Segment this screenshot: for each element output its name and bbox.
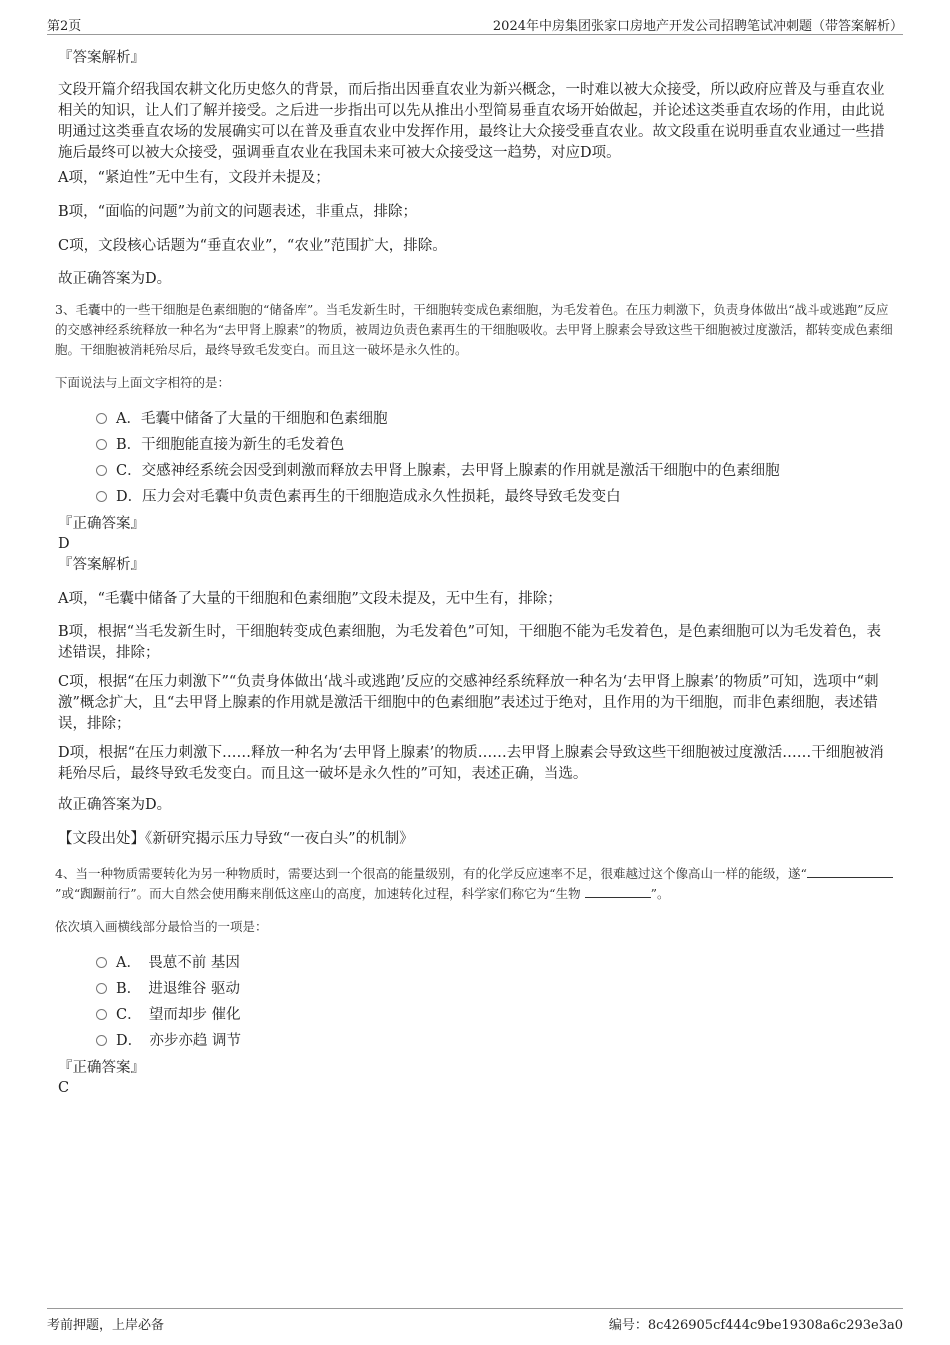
document-title: 2024年中房集团张家口房地产开发公司招聘笔试冲刺题（带答案解析） (492, 19, 903, 34)
q4-prompt: 依次填入画横线部分最恰当的一项是： (55, 919, 268, 934)
radio-icon[interactable] (96, 465, 107, 476)
radio-icon[interactable] (96, 439, 107, 450)
radio-icon[interactable] (96, 983, 107, 994)
radio-icon[interactable] (96, 413, 107, 424)
q3-answer-label: 『正确答案』 (58, 516, 145, 532)
q3-stem: 3、毛囊中的一些干细胞是色素细胞的“储备库”。当毛发新生时，干细胞转变成色素细胞，为毛发着色。在压力刺激下，负责身体做出“战斗或逃跑”反应的交感神经系统释放一种名为“去甲肾上腺素”的物质，被周边负责色素再生的干细胞吸收。去甲肾上腺素会导致这些干细胞被过度激活，都转变成色素细胞。干细胞被消耗殆尽后，最终导致毛发变白。而且这一破坏是永久性的。 (55, 302, 893, 357)
q2-analysis-label: 『答案解析』 (58, 50, 145, 66)
q3-analysis-c: C项，根据“在压力刺激下”“负责身体做出‘战斗或逃跑’反应的交感神经系统释放一种名为‘去甲肾上腺素’的物质”可知，选项中“刺激”概念扩大，且“去甲肾上腺素的作用就是激活干细胞中的色素细胞”表述过于绝对，且作用的为干细胞，而非色素细胞，表述错误，排除； (58, 674, 879, 732)
q2-analysis-body: 文段开篇介绍我国农耕文化历史悠久的背景，而后指出因垂直农业为新兴概念，一时难以被大众接受，所以政府应普及与垂直农业相关的知识，让人们了解并接受。之后进一步指出可以先从推出小型简易垂直农场开始做起，并论述这类垂直农场的作用，由此说明通过这类垂直农场的发展确实可以在普及垂直农业中发挥作用，最终让大众接受垂直农业。故文段重在说明垂直农业通过一些措施后最终可以被大众接受，强调垂直农业在我国未来可被大众接受这一趋势，对应D项。 (58, 82, 885, 161)
q3-analysis-label: 『答案解析』 (58, 557, 145, 573)
page-number: 第2页 (47, 19, 82, 34)
q4-answer-label: 『正确答案』 (58, 1060, 145, 1076)
radio-icon[interactable] (96, 1009, 107, 1020)
q4-blank-2 (585, 897, 651, 898)
q4-option-d[interactable]: D． 亦步亦趋 调节 (96, 1031, 241, 1051)
q3-option-c[interactable]: C．交感神经系统会因受到刺激而释放去甲肾上腺素，去甲肾上腺素的作用就是激活干细胞中的色素细胞 (96, 461, 780, 481)
radio-icon[interactable] (96, 957, 107, 968)
radio-icon[interactable] (96, 1035, 107, 1046)
q3-option-d[interactable]: D．压力会对毛囊中负责色素再生的干细胞造成永久性损耗，最终导致毛发变白 (96, 487, 621, 507)
q3-analysis-b: B项，根据“当毛发新生时，干细胞转变成色素细胞，为毛发着色”可知，干细胞不能为毛发着色，是色素细胞可以为毛发着色，表述错误，排除； (58, 624, 881, 661)
q4-option-b[interactable]: B． 进退维谷 驱动 (96, 979, 240, 999)
q3-answer: D (58, 536, 70, 552)
q4-blank-1 (807, 877, 893, 878)
page-footer (47, 1308, 903, 1339)
q3-prompt: 下面说法与上面文字相符的是： (55, 375, 231, 390)
footer-slogan: 考前押题，上岸必备 (47, 1318, 165, 1333)
q3-option-b[interactable]: B．干细胞能直接为新生的毛发着色 (96, 435, 344, 455)
q4-option-a[interactable]: A． 畏葸不前 基因 (96, 953, 240, 973)
q3-analysis-d: D项，根据“在压力刺激下……释放一种名为‘去甲肾上腺素’的物质……去甲肾上腺素会导致这些干细胞被过度激活……干细胞被消耗殆尽后，最终导致毛发变白。而且这一破坏是永久性的”可知，表述正确，当选。 (58, 745, 884, 782)
page-header (47, 14, 903, 35)
q2-conclusion: 故正确答案为D。 (58, 271, 172, 287)
q4-stem: 4、当一种物质需要转化为另一种物质时，需要达到一个很高的能量级别，有的化学反应速率不足，很难越过这个像高山一样的能级，遂“”或“踟蹰前行”。而大自然会使用酶来削低这座山的高度，加速转化过程，科学家们称它为“生物 ”。 (55, 864, 897, 904)
q2-analysis-b: B项，“面临的问题”为前文的问题表述，非重点，排除； (58, 204, 417, 220)
q3-option-a[interactable]: A．毛囊中储备了大量的干细胞和色素细胞 (96, 409, 387, 429)
q3-analysis-a: A项，“毛囊中储备了大量的干细胞和色素细胞”文段未提及，无中生有，排除； (58, 591, 562, 607)
q4-answer: C (58, 1080, 70, 1096)
q4-option-c[interactable]: C． 望而却步 催化 (96, 1005, 240, 1025)
q3-source: 【文段出处】《新研究揭示压力导致“一夜白头”的机制》 (58, 831, 414, 847)
q3-conclusion: 故正确答案为D。 (58, 797, 172, 813)
q2-analysis-a: A项，“紧迫性”无中生有，文段并未提及； (58, 170, 330, 186)
radio-icon[interactable] (96, 491, 107, 502)
document-id: 编号：8c426905cf444c9be19308a6c293e3a0 (608, 1318, 903, 1333)
q2-analysis-c: C项，文段核心话题为“垂直农业”，“农业”范围扩大，排除。 (58, 238, 447, 254)
